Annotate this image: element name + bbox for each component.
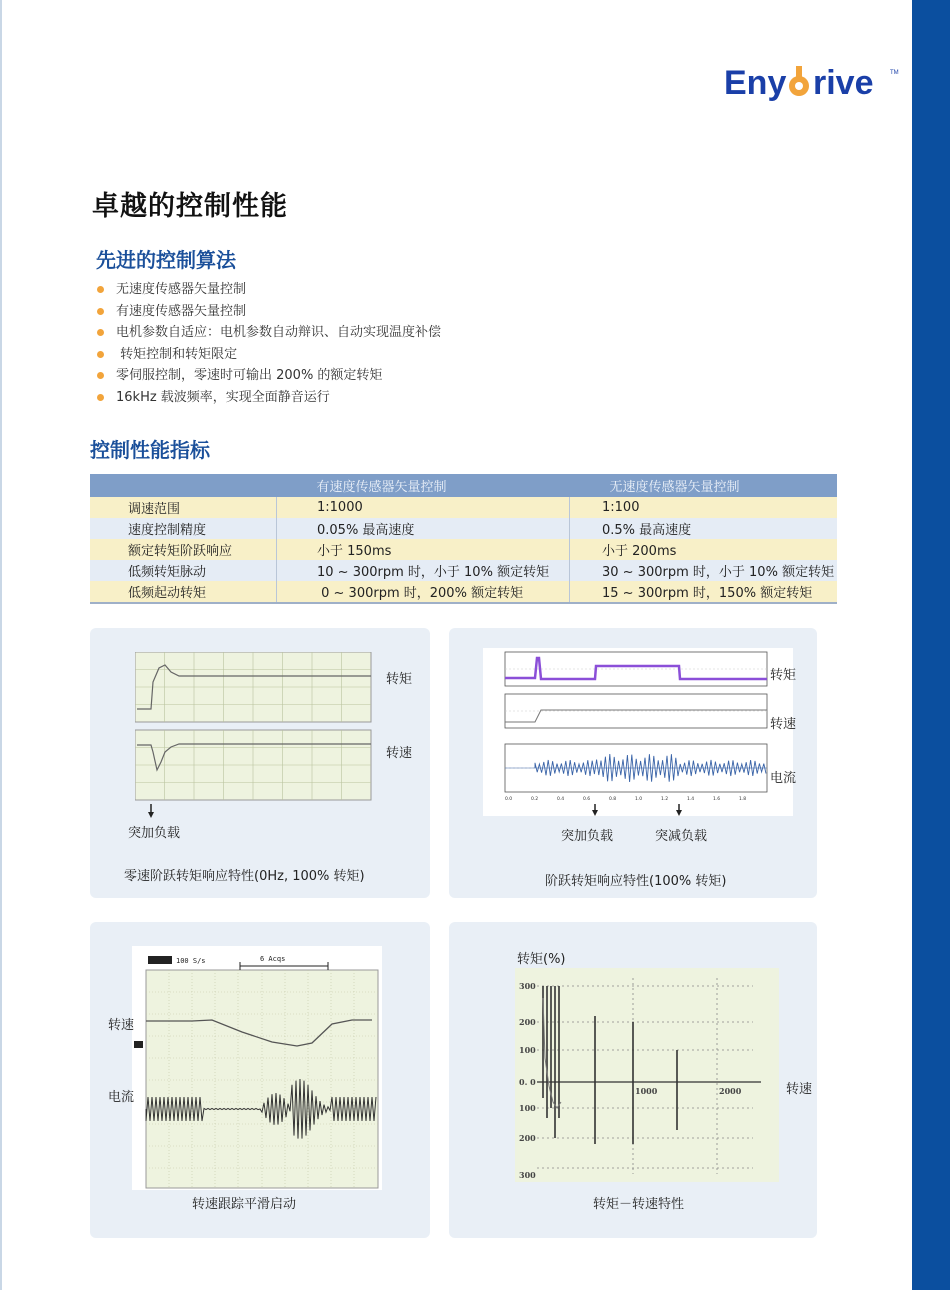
- table-row: [90, 518, 837, 539]
- table-cell: 15 ~ 300rpm 时，150% 额定转矩: [570, 581, 838, 603]
- list-item-text: 无速度传感器矢量控制: [116, 282, 247, 297]
- table-cell: 0 ~ 300rpm 时，200% 额定转矩: [277, 581, 570, 603]
- speed-label: 转速: [108, 1018, 135, 1033]
- figure-panel-torque-speed: [449, 922, 817, 1238]
- table-row: [90, 560, 837, 581]
- svg-text:TM: TM: [890, 70, 899, 76]
- table-cell: 10 ~ 300rpm 时，小于 10% 额定转矩: [277, 560, 570, 581]
- performance-table: [90, 474, 837, 604]
- figure-caption: 转矩－转速特性: [593, 1197, 685, 1212]
- y-tick-label: 0. 0: [519, 1077, 536, 1087]
- speed-label: 转速: [386, 746, 413, 761]
- load-removal-marker-label: 突减负载: [655, 829, 708, 844]
- list-item: [96, 301, 441, 323]
- table-header-row: [90, 474, 837, 497]
- svg-text:rive: rive: [813, 64, 874, 102]
- y-tick-label: 300: [519, 1170, 536, 1180]
- list-item-text: 零伺服控制，零速时可输出 200% 的额定转矩: [116, 368, 383, 384]
- x-tick-label: 1000: [635, 1086, 658, 1096]
- figure-panel-step-torque: [449, 628, 817, 898]
- table-cell: 小于 150ms: [277, 539, 570, 560]
- figure-caption: 转速跟踪平滑启动: [192, 1197, 297, 1212]
- svg-text:0.4: 0.4: [557, 797, 565, 802]
- torque-speed-waveform: [135, 652, 375, 828]
- table-cell: 1:1000: [277, 497, 570, 518]
- svg-text:1.6: 1.6: [713, 797, 721, 802]
- svg-text:1.0: 1.0: [635, 797, 643, 802]
- sudden-load-marker-label: 突加负载: [128, 826, 181, 841]
- svg-text:1.2: 1.2: [661, 797, 669, 802]
- list-item-text: 16kHz 载波频率，实现全面静音运行: [116, 389, 330, 405]
- table-header-cell: [90, 474, 277, 497]
- table-header-cell: 有速度传感器矢量控制: [277, 474, 570, 497]
- table-cell: 速度控制精度: [90, 518, 277, 539]
- table-cell: 调速范围: [90, 497, 277, 518]
- list-item: [96, 344, 441, 366]
- speed-label: 转速: [770, 717, 797, 732]
- table-row: [90, 539, 837, 560]
- table-cell: 低频起动转矩: [90, 581, 277, 603]
- bullet-dot-icon: [97, 394, 104, 401]
- y-tick-label: 300: [519, 981, 536, 991]
- table-cell: 额定转矩阶跃响应: [90, 539, 277, 560]
- table-cell: 30 ~ 300rpm 时，小于 10% 额定转矩: [570, 560, 838, 581]
- scope-acquisitions: 6 Acqs: [260, 955, 286, 963]
- y-tick-label: 200: [519, 1017, 536, 1027]
- figure-panel-zero-speed-step: [90, 628, 430, 898]
- brand-logo: [722, 58, 902, 104]
- bullet-dot-icon: [97, 372, 104, 379]
- table-header-cell: 无速度传感器矢量控制: [570, 474, 838, 497]
- table-cell: 0.05% 最高速度: [277, 518, 570, 539]
- svg-text:1.4: 1.4: [687, 797, 695, 802]
- figure-panel-speed-tracking: [90, 922, 430, 1238]
- svg-text:0.6: 0.6: [583, 797, 591, 802]
- table-row: [90, 497, 837, 518]
- section-heading-algorithms: 先进的控制算法: [96, 248, 236, 272]
- svg-text:0.8: 0.8: [609, 797, 617, 802]
- x-tick-label: 2000: [719, 1086, 742, 1096]
- table-cell: 1:100: [570, 497, 838, 518]
- section-heading-performance: 控制性能指标: [90, 438, 210, 462]
- table-row: [90, 581, 837, 603]
- scope-sample-rate: 100 S/s: [176, 957, 206, 965]
- y-tick-label: 200: [519, 1133, 536, 1143]
- list-item-text: 转矩控制和转矩限定: [116, 346, 238, 362]
- table-cell: 低频转矩脉动: [90, 560, 277, 581]
- svg-text:0.0: 0.0: [505, 797, 513, 802]
- svg-text:Eny: Eny: [724, 64, 787, 102]
- list-item-text: 电机参数自适应：电机参数自动辩识、自动实现温度补偿: [116, 325, 442, 341]
- list-item-text: 有速度传感器矢量控制: [116, 303, 247, 319]
- current-label: 电流: [108, 1090, 135, 1105]
- figure-caption: 阶跃转矩响应特性(100% 转矩): [545, 874, 727, 889]
- current-label: 电流: [770, 771, 797, 786]
- svg-text:0.2: 0.2: [531, 797, 539, 802]
- bullet-dot-icon: [97, 329, 104, 336]
- list-item: [96, 387, 441, 409]
- bullet-dot-icon: [97, 351, 104, 358]
- feature-list: [96, 279, 441, 409]
- torque-label: 转矩: [770, 668, 797, 683]
- y-tick-label: 100: [519, 1103, 536, 1113]
- x-axis-label: 转速: [786, 1082, 813, 1097]
- sudden-load-marker-label: 突加负载: [561, 829, 614, 844]
- side-color-bar: [912, 0, 950, 1290]
- table-cell: 0.5% 最高速度: [570, 518, 838, 539]
- svg-text:1.8: 1.8: [739, 797, 747, 802]
- list-item: [96, 322, 441, 344]
- step-torque-waveform: [483, 648, 793, 818]
- torque-label: 转矩: [386, 672, 413, 687]
- y-tick-label: 100: [519, 1045, 536, 1055]
- list-item: [96, 279, 441, 301]
- y-axis-title: 转矩(%): [517, 952, 566, 967]
- bullet-dot-icon: [97, 286, 104, 293]
- figure-caption: 零速阶跃转矩响应特性(0Hz, 100% 转矩): [124, 869, 365, 884]
- page-title: 卓越的控制性能: [92, 191, 288, 222]
- torque-speed-curve: [509, 968, 783, 1184]
- page-left-edge: [0, 0, 2, 1290]
- oscilloscope-capture: [132, 946, 384, 1192]
- bullet-dot-icon: [97, 308, 104, 315]
- table-cell: 小于 200ms: [570, 539, 838, 560]
- list-item: [96, 365, 441, 387]
